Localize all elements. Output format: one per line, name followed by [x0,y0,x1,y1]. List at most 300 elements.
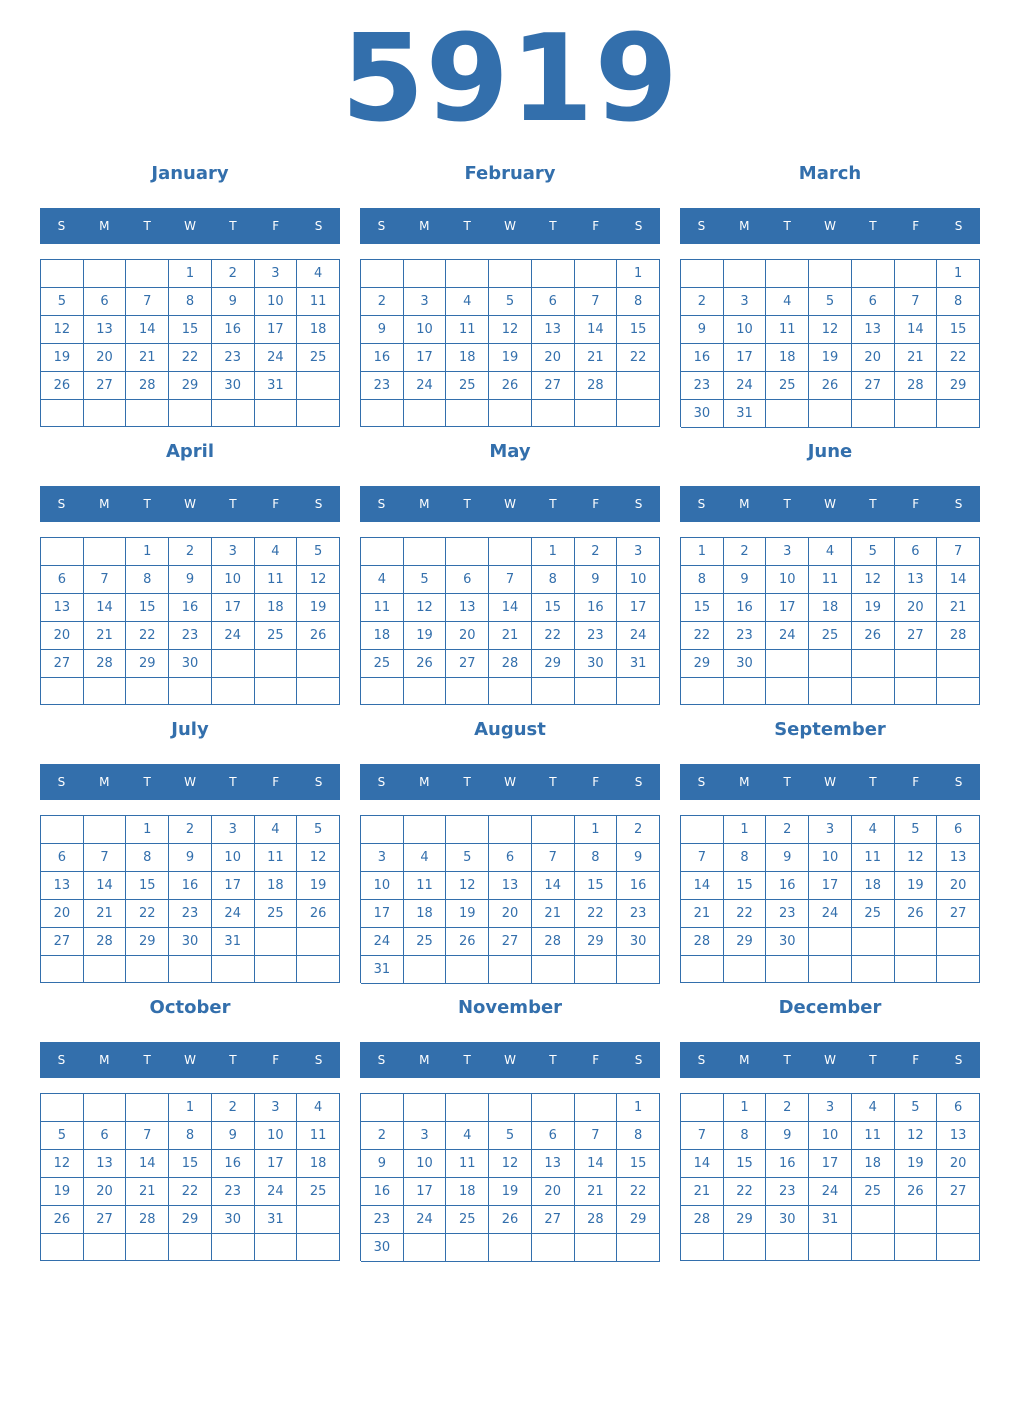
empty-day-cell [126,1094,169,1122]
day-cell: 23 [212,344,255,372]
weekday-label: F [272,1053,280,1067]
day-cell: 3 [255,1094,298,1122]
weekday-label: S [377,219,386,233]
day-cell: 6 [937,816,980,844]
weekday-label: M [99,497,110,511]
day-cell: 1 [617,1094,660,1122]
day-cell: 27 [41,650,84,678]
day-cell: 1 [937,260,980,288]
day-grid [40,259,340,427]
day-cell: 14 [681,1150,724,1178]
empty-day-cell [681,816,724,844]
day-cell: 25 [852,900,895,928]
weekday-label: S [634,775,643,789]
day-cell: 8 [617,1122,660,1150]
empty-day-cell [297,400,340,427]
weekday-label: W [504,775,516,789]
day-cell: 27 [446,650,489,678]
day-cell: 20 [937,872,980,900]
day-cell: 24 [766,622,809,650]
day-cell: 18 [446,344,489,372]
day-cell: 22 [617,344,660,372]
day-cell: 5 [297,538,340,566]
day-cell: 13 [84,1150,127,1178]
day-cell: 13 [937,1122,980,1150]
day-cell: 24 [255,1178,298,1206]
empty-day-cell [575,400,618,427]
weekday-header [40,486,340,522]
day-cell: 9 [212,288,255,316]
empty-day-cell [895,650,938,678]
weekday-label: S [634,1053,643,1067]
empty-day-cell [852,1234,895,1261]
day-cell: 7 [126,1122,169,1150]
day-cell: 9 [361,1150,404,1178]
day-grid [360,1093,660,1261]
day-cell: 11 [361,594,404,622]
month-name: July [171,719,209,740]
weekday-label: T [143,775,151,789]
day-cell: 10 [255,288,298,316]
day-cell: 14 [84,872,127,900]
day-cell: 8 [126,566,169,594]
empty-day-cell [489,400,532,427]
day-cell: 14 [126,1150,169,1178]
day-cell: 26 [489,372,532,400]
day-cell: 13 [489,872,532,900]
empty-day-cell [575,1234,618,1262]
day-cell: 26 [895,900,938,928]
weekday-label: T [463,219,471,233]
empty-day-cell [937,678,980,705]
empty-day-cell [489,1234,532,1262]
empty-day-cell [212,1234,255,1261]
empty-day-cell [404,816,447,844]
day-cell: 2 [575,538,618,566]
day-cell: 18 [766,344,809,372]
day-cell: 30 [617,928,660,956]
day-cell: 25 [297,344,340,372]
day-cell: 27 [532,1206,575,1234]
weekday-label: S [57,497,66,511]
weekday-label: S [954,775,963,789]
day-cell: 5 [297,816,340,844]
day-cell: 20 [937,1150,980,1178]
weekday-label: F [912,775,920,789]
day-cell: 3 [212,538,255,566]
empty-day-cell [446,538,489,566]
weekday-label: S [697,1053,706,1067]
empty-day-cell [84,1234,127,1261]
day-cell: 15 [681,594,724,622]
day-cell: 20 [532,344,575,372]
empty-day-cell [446,956,489,984]
empty-day-cell [126,678,169,705]
day-cell: 19 [297,594,340,622]
weekday-label: W [184,219,196,233]
weekday-label: T [143,497,151,511]
day-cell: 9 [724,566,767,594]
day-grid [680,1093,980,1261]
day-cell: 17 [404,1178,447,1206]
day-cell: 12 [809,316,852,344]
empty-day-cell [446,816,489,844]
day-cell: 15 [724,872,767,900]
day-cell: 5 [489,288,532,316]
day-cell: 28 [126,372,169,400]
empty-day-cell [895,1206,938,1234]
empty-day-cell [169,400,212,427]
day-cell: 19 [489,344,532,372]
weekday-label: T [783,775,791,789]
empty-day-cell [937,928,980,956]
empty-day-cell [852,678,895,705]
empty-day-cell [255,400,298,427]
empty-day-cell [84,538,127,566]
empty-day-cell [766,956,809,983]
weekday-label: M [739,775,750,789]
day-cell: 15 [169,1150,212,1178]
day-cell: 31 [724,400,767,428]
empty-day-cell [126,400,169,427]
day-cell: 13 [41,872,84,900]
day-cell: 31 [617,650,660,678]
empty-day-cell [297,372,340,400]
empty-day-cell [852,400,895,428]
day-cell: 17 [766,594,809,622]
day-cell: 26 [446,928,489,956]
empty-day-cell [169,678,212,705]
empty-day-cell [617,400,660,427]
day-cell: 8 [681,566,724,594]
day-cell: 26 [852,622,895,650]
day-cell: 16 [212,1150,255,1178]
day-cell: 23 [361,372,404,400]
weekday-label: T [143,219,151,233]
day-cell: 31 [255,372,298,400]
day-cell: 29 [575,928,618,956]
day-cell: 29 [532,650,575,678]
month-name: June [807,441,853,462]
day-cell: 24 [361,928,404,956]
month-name: January [151,163,229,184]
weekday-label: S [634,497,643,511]
day-cell: 12 [895,844,938,872]
day-cell: 19 [297,872,340,900]
day-grid [40,1093,340,1261]
day-cell: 18 [361,622,404,650]
day-cell: 2 [724,538,767,566]
day-cell: 8 [575,844,618,872]
weekday-label: S [634,219,643,233]
day-cell: 18 [404,900,447,928]
day-cell: 16 [724,594,767,622]
day-cell: 24 [212,622,255,650]
day-cell: 18 [852,1150,895,1178]
day-cell: 21 [895,344,938,372]
day-cell: 8 [169,288,212,316]
day-cell: 10 [361,872,404,900]
empty-day-cell [852,650,895,678]
day-cell: 14 [575,1150,618,1178]
day-cell: 10 [404,1150,447,1178]
day-cell: 28 [84,650,127,678]
day-cell: 13 [895,566,938,594]
day-cell: 23 [575,622,618,650]
day-cell: 11 [404,872,447,900]
day-cell: 21 [126,1178,169,1206]
day-cell: 20 [489,900,532,928]
day-cell: 26 [809,372,852,400]
day-cell: 1 [126,538,169,566]
empty-day-cell [84,816,127,844]
day-grid [680,259,980,427]
day-cell: 9 [681,316,724,344]
empty-day-cell [255,650,298,678]
weekday-label: S [377,497,386,511]
day-cell: 28 [895,372,938,400]
day-cell: 24 [212,900,255,928]
day-cell: 3 [404,288,447,316]
empty-day-cell [532,1234,575,1262]
empty-day-cell [617,956,660,984]
day-cell: 27 [84,372,127,400]
day-grid [680,815,980,983]
empty-day-cell [575,1094,618,1122]
day-cell: 4 [766,288,809,316]
day-cell: 8 [937,288,980,316]
day-cell: 26 [895,1178,938,1206]
empty-day-cell [809,260,852,288]
day-cell: 12 [895,1122,938,1150]
empty-day-cell [41,816,84,844]
day-cell: 8 [724,844,767,872]
empty-day-cell [532,816,575,844]
day-cell: 25 [852,1178,895,1206]
day-cell: 14 [489,594,532,622]
day-cell: 16 [766,872,809,900]
day-cell: 2 [169,538,212,566]
day-cell: 6 [84,288,127,316]
weekday-header [40,1042,340,1078]
day-cell: 13 [446,594,489,622]
empty-day-cell [852,260,895,288]
day-cell: 10 [212,566,255,594]
day-cell: 24 [724,372,767,400]
day-cell: 10 [724,316,767,344]
day-cell: 1 [575,816,618,844]
day-cell: 1 [126,816,169,844]
day-cell: 1 [724,816,767,844]
day-cell: 17 [809,872,852,900]
day-cell: 12 [489,316,532,344]
day-cell: 25 [255,622,298,650]
day-cell: 19 [404,622,447,650]
day-cell: 20 [84,1178,127,1206]
day-cell: 4 [809,538,852,566]
day-cell: 16 [212,316,255,344]
weekday-header [680,208,980,244]
empty-day-cell [126,956,169,983]
day-cell: 25 [809,622,852,650]
weekday-label: T [549,775,557,789]
day-cell: 25 [446,372,489,400]
empty-day-cell [532,1094,575,1122]
empty-day-cell [724,956,767,983]
day-cell: 18 [255,594,298,622]
weekday-header [360,764,660,800]
day-cell: 5 [895,816,938,844]
day-cell: 16 [681,344,724,372]
day-cell: 2 [617,816,660,844]
weekday-label: M [99,775,110,789]
weekday-label: W [504,219,516,233]
empty-day-cell [489,956,532,984]
day-cell: 13 [852,316,895,344]
day-cell: 29 [937,372,980,400]
empty-day-cell [84,1094,127,1122]
weekday-label: S [697,775,706,789]
day-cell: 16 [361,344,404,372]
weekday-label: T [229,497,237,511]
day-cell: 14 [84,594,127,622]
empty-day-cell [41,678,84,705]
day-cell: 1 [724,1094,767,1122]
day-cell: 10 [809,844,852,872]
weekday-label: T [783,497,791,511]
day-cell: 8 [532,566,575,594]
day-cell: 25 [404,928,447,956]
empty-day-cell [489,678,532,705]
empty-day-cell [84,956,127,983]
weekday-label: W [184,497,196,511]
day-cell: 16 [361,1178,404,1206]
day-cell: 14 [681,872,724,900]
weekday-label: T [229,219,237,233]
day-cell: 22 [169,1178,212,1206]
day-cell: 2 [169,816,212,844]
day-cell: 14 [937,566,980,594]
empty-day-cell [809,928,852,956]
day-cell: 11 [809,566,852,594]
day-cell: 7 [84,566,127,594]
empty-day-cell [766,678,809,705]
day-cell: 5 [809,288,852,316]
day-cell: 18 [446,1178,489,1206]
day-cell: 16 [766,1150,809,1178]
day-cell: 19 [852,594,895,622]
day-cell: 5 [41,288,84,316]
day-cell: 26 [404,650,447,678]
day-cell: 15 [126,872,169,900]
day-cell: 8 [617,288,660,316]
day-cell: 12 [297,844,340,872]
weekday-label: F [272,775,280,789]
weekday-label: S [314,775,323,789]
empty-day-cell [212,956,255,983]
weekday-header [360,1042,660,1078]
day-cell: 28 [126,1206,169,1234]
empty-day-cell [212,678,255,705]
day-cell: 30 [361,1234,404,1262]
day-cell: 10 [212,844,255,872]
day-cell: 31 [212,928,255,956]
day-cell: 4 [255,816,298,844]
day-cell: 14 [575,316,618,344]
empty-day-cell [681,260,724,288]
day-cell: 21 [84,622,127,650]
empty-day-cell [532,956,575,984]
empty-day-cell [575,678,618,705]
empty-day-cell [41,1094,84,1122]
empty-day-cell [255,928,298,956]
empty-day-cell [84,260,127,288]
day-cell: 11 [446,316,489,344]
day-cell: 2 [361,288,404,316]
day-cell: 6 [852,288,895,316]
day-cell: 27 [852,372,895,400]
day-cell: 27 [937,1178,980,1206]
day-cell: 13 [532,1150,575,1178]
day-cell: 21 [681,900,724,928]
empty-day-cell [766,400,809,428]
empty-day-cell [809,650,852,678]
empty-day-cell [681,956,724,983]
day-cell: 11 [297,288,340,316]
month-name: September [774,719,886,740]
day-cell: 19 [895,1150,938,1178]
day-cell: 10 [617,566,660,594]
day-cell: 5 [446,844,489,872]
empty-day-cell [895,1234,938,1261]
empty-day-cell [724,260,767,288]
day-cell: 11 [255,566,298,594]
day-cell: 7 [126,288,169,316]
weekday-label: S [697,219,706,233]
weekday-header [360,208,660,244]
day-cell: 13 [937,844,980,872]
empty-day-cell [809,400,852,428]
weekday-label: M [419,1053,430,1067]
weekday-label: M [99,1053,110,1067]
day-grid [680,537,980,705]
day-cell: 8 [126,844,169,872]
weekday-label: T [229,775,237,789]
day-cell: 11 [766,316,809,344]
day-cell: 31 [255,1206,298,1234]
day-cell: 24 [617,622,660,650]
day-cell: 17 [404,344,447,372]
day-cell: 6 [84,1122,127,1150]
weekday-label: W [824,219,836,233]
day-cell: 9 [212,1122,255,1150]
weekday-label: F [592,775,600,789]
day-cell: 13 [41,594,84,622]
day-cell: 25 [446,1206,489,1234]
day-cell: 30 [681,400,724,428]
day-cell: 29 [169,1206,212,1234]
day-cell: 10 [809,1122,852,1150]
empty-day-cell [724,678,767,705]
day-cell: 19 [446,900,489,928]
day-cell: 20 [446,622,489,650]
day-cell: 17 [255,1150,298,1178]
day-cell: 15 [617,1150,660,1178]
day-cell: 25 [361,650,404,678]
weekday-label: T [549,219,557,233]
empty-day-cell [809,956,852,983]
day-cell: 11 [446,1150,489,1178]
